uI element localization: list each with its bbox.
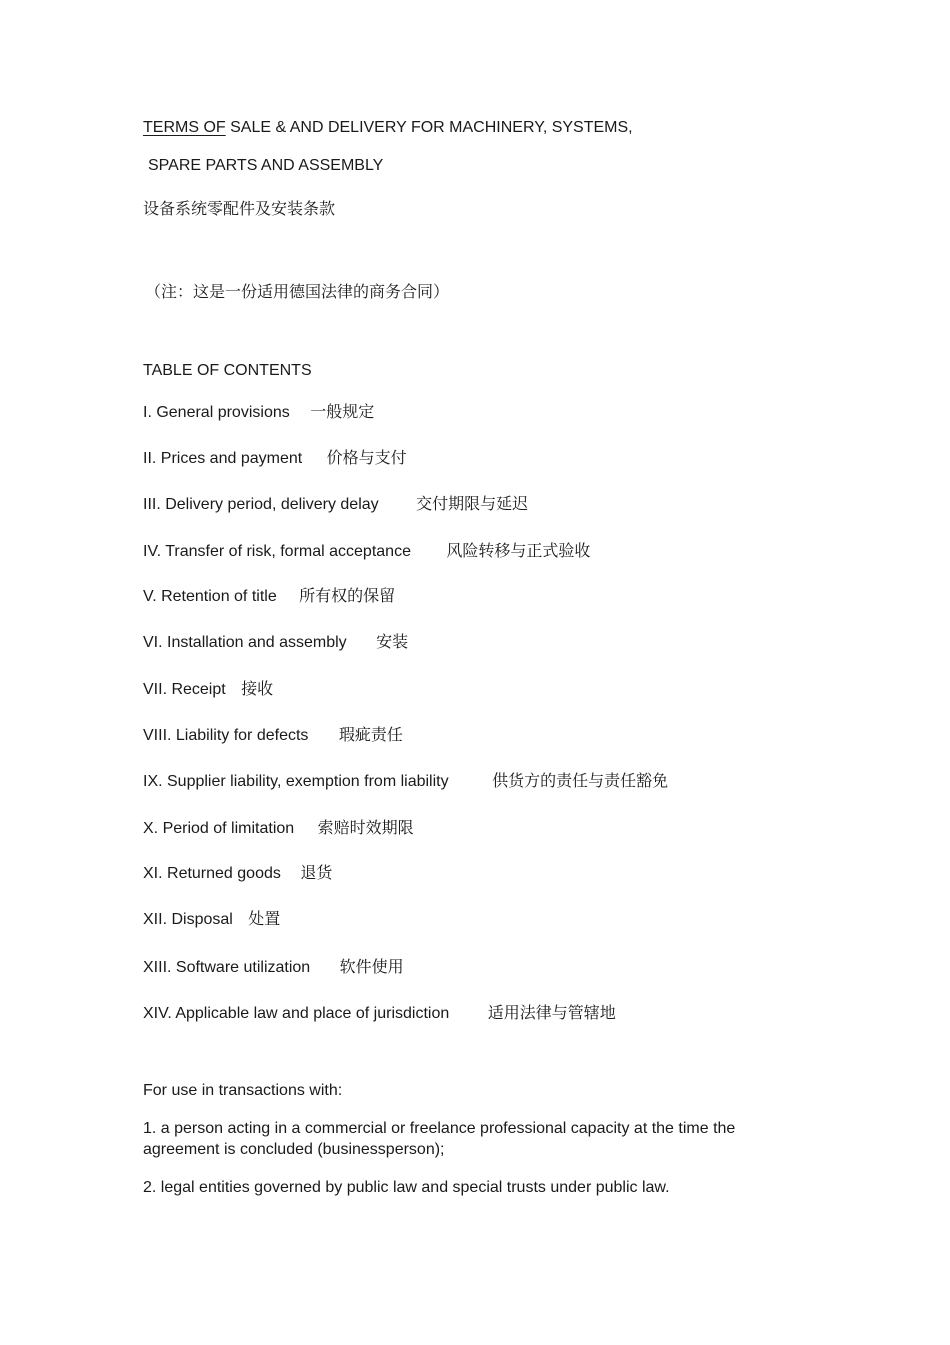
toc-item-zh: 价格与支付 bbox=[326, 448, 407, 467]
usage-intro: For use in transactions with: bbox=[143, 1082, 343, 1099]
toc-item-zh: 安装 bbox=[376, 632, 409, 651]
toc-item bbox=[143, 863, 332, 884]
toc-item-en: III. Delivery period, delivery delay bbox=[143, 496, 379, 513]
toc-item-en: IX. Supplier liability, exemption from liability bbox=[143, 773, 449, 790]
toc-item bbox=[143, 818, 414, 839]
toc-item-zh: 风险转移与正式验收 bbox=[446, 541, 591, 560]
toc-item-en: XI. Returned goods bbox=[143, 865, 281, 882]
toc-item-en: I. General provisions bbox=[143, 404, 290, 421]
toc-item-en: V. Retention of title bbox=[143, 588, 277, 605]
toc-item-en: VIII. Liability for defects bbox=[143, 727, 309, 744]
toc-item-zh: 软件使用 bbox=[339, 957, 404, 976]
toc-item-zh: 接收 bbox=[241, 679, 274, 698]
document-title-chinese: 设备系统零配件及安装条款 bbox=[143, 199, 336, 218]
toc-item bbox=[143, 448, 407, 469]
toc-item bbox=[143, 586, 395, 607]
toc-item bbox=[143, 1003, 616, 1024]
toc-item-zh: 一般规定 bbox=[310, 402, 375, 421]
document-title-line-1 bbox=[143, 118, 633, 138]
toc-heading: TABLE OF CONTENTS bbox=[143, 362, 312, 379]
title-underlined-text: TERMS OF bbox=[143, 119, 226, 136]
toc-item-en: XII. Disposal bbox=[143, 911, 233, 928]
toc-item-en: VI. Installation and assembly bbox=[143, 634, 347, 651]
toc-item-zh: 退货 bbox=[300, 863, 333, 882]
toc-item bbox=[143, 494, 528, 515]
document-note: （注：这是一份适用德国法律的商务合同） bbox=[145, 282, 450, 301]
toc-item bbox=[143, 725, 403, 746]
toc-item-en: XIII. Software utilization bbox=[143, 959, 311, 976]
toc-item-zh: 处置 bbox=[248, 909, 281, 928]
toc-item-en: II. Prices and payment bbox=[143, 450, 303, 467]
toc-item bbox=[143, 771, 668, 792]
toc-item bbox=[143, 957, 404, 978]
toc-item bbox=[143, 679, 273, 700]
document-title-line-2: SPARE PARTS AND ASSEMBLY bbox=[148, 157, 384, 174]
toc-item-zh: 供货方的责任与责任豁免 bbox=[492, 771, 669, 790]
usage-item-1: 1. a person acting in a commercial or freelance professional capacity at the time the agreement is concluded (businessperson); bbox=[143, 1120, 736, 1158]
toc-item-en: XIV. Applicable law and place of jurisdiction bbox=[143, 1005, 450, 1022]
toc-item-zh: 适用法律与管辖地 bbox=[487, 1003, 616, 1022]
toc-item-zh: 瑕疵责任 bbox=[338, 725, 403, 744]
usage-item-2: 2. legal entities governed by public law and special trusts under public law. bbox=[143, 1179, 670, 1196]
toc-item-en: IV. Transfer of risk, formal acceptance bbox=[143, 543, 411, 560]
toc-item bbox=[143, 402, 374, 423]
toc-item bbox=[143, 632, 408, 653]
toc-item-en: X. Period of limitation bbox=[143, 820, 295, 837]
toc-item-zh: 索赔时效期限 bbox=[317, 818, 414, 837]
toc-item-zh: 交付期限与延迟 bbox=[416, 494, 529, 513]
toc-item bbox=[143, 909, 280, 930]
title-rest-text: SALE & AND DELIVERY FOR MACHINERY, SYSTEMS, bbox=[225, 119, 633, 136]
toc-item-en: VII. Receipt bbox=[143, 681, 226, 698]
toc-item-zh: 所有权的保留 bbox=[299, 586, 396, 605]
toc-item bbox=[143, 541, 590, 562]
